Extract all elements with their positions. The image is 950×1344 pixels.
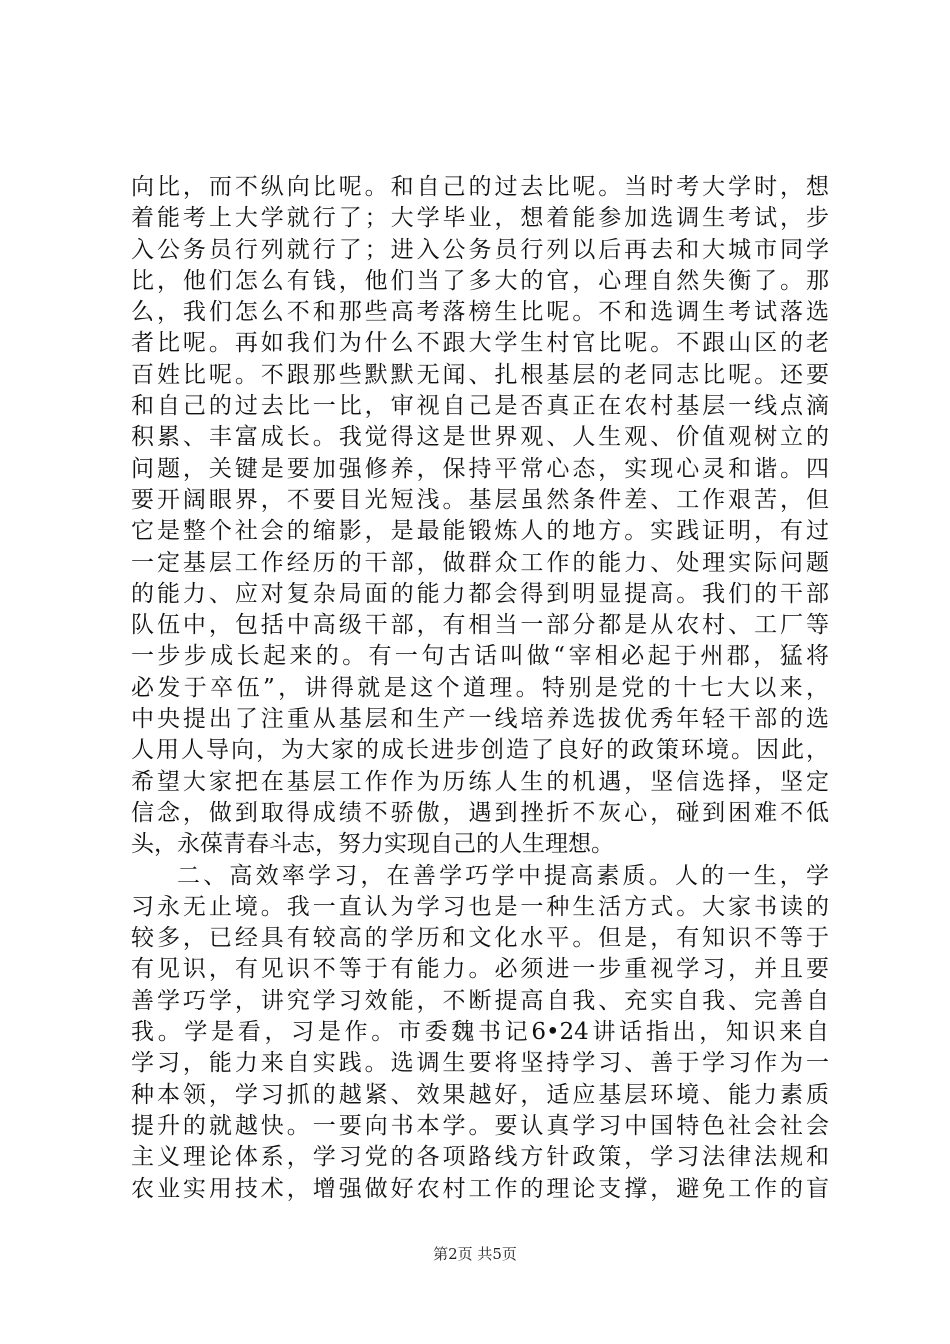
text-line: 者比呢。再如我们为什么不跟大学生村官比呢。不跟山区的老 — [131, 330, 829, 357]
paragraph — [131, 172, 829, 861]
text-line: 人用人导向，为大家的成长进步创造了良好的政策环境。因此， — [131, 737, 829, 764]
text-line: 主义理论体系，学习党的各项路线方针政策，学习法律法规和 — [131, 1144, 829, 1171]
text-line: 种本领，学习抓的越紧、效果越好，适应基层环境、能力素质 — [131, 1081, 829, 1108]
text-line: 一步步成长起来的。有一句古话叫做“宰相必起于州郡，猛将 — [131, 643, 829, 670]
text-line: 头，永葆青春斗志，努力实现自己的人生理想。 — [131, 831, 614, 858]
text-line: 比，他们怎么有钱，他们当了多大的官，心理自然失衡了。那 — [131, 267, 829, 294]
text-line: 么，我们怎么不和那些高考落榜生比呢。不和选调生考试落选 — [131, 299, 829, 326]
text-line: 较多，已经具有较高的学历和文化水平。但是，有知识不等于 — [131, 925, 829, 952]
text-line: 的能力、应对复杂局面的能力都会得到明显提高。我们的干部 — [131, 580, 829, 607]
text-line: 必发于卒伍”，讲得就是这个道理。特别是党的十七大以来， — [131, 674, 829, 701]
text-line: 一定基层工作经历的干部，做群众工作的能力、处理实际问题 — [131, 549, 829, 576]
text-line: 问题，关键是要加强修养，保持平常心态，实现心灵和谐。四 — [131, 455, 829, 482]
text-line: 中央提出了注重从基层和生产一线培养选拔优秀年轻干部的选 — [131, 706, 829, 733]
paragraph — [131, 861, 829, 1205]
text-line: 百姓比呢。不跟那些默默无闻、扎根基层的老同志比呢。还要 — [131, 361, 829, 388]
text-line: 农业实用技术，增强做好农村工作的理论支撑，避免工作的盲 — [131, 1175, 829, 1202]
text-line: 希望大家把在基层工作作为历练人生的机遇，坚信选择，坚定 — [131, 768, 829, 795]
text-line: 队伍中，包括中高级干部，有相当一部分都是从农村、工厂等 — [131, 612, 829, 639]
text-line: 善学巧学，讲究学习效能，不断提高自我、充实自我、完善自 — [131, 987, 829, 1014]
text-line: 向比，而不纵向比呢。和自己的过去比呢。当时考大学时，想 — [131, 174, 829, 200]
text-line: 习永无止境。我一直认为学习也是一种生活方式。大家书读的 — [131, 893, 829, 920]
document-body — [131, 172, 829, 1205]
text-line: 信念，做到取得成绩不骄傲，遇到挫折不灰心，碰到困难不低 — [131, 799, 829, 826]
text-line: 二、高效率学习，在善学巧学中提高素质。人的一生，学 — [177, 862, 829, 889]
text-line: 和自己的过去比一比，审视自己是否真正在农村基层一线点滴 — [131, 393, 829, 420]
text-line: 积累、丰富成长。我觉得这是世界观、人生观、价值观树立的 — [131, 424, 829, 451]
page-footer: 第2页 共5页 — [433, 1245, 517, 1263]
text-line: 我。学是看，习是作。市委魏书记6•24讲话指出，知识来自 — [131, 1019, 829, 1046]
text-line: 着能考上大学就行了；大学毕业，想着能参加选调生考试，步 — [131, 205, 829, 232]
text-line: 有见识，有见识不等于有能力。必须进一步重视学习，并且要 — [131, 956, 829, 983]
text-line: 它是整个社会的缩影，是最能锻炼人的地方。实践证明，有过 — [131, 518, 829, 545]
text-line: 要开阔眼界，不要目光短浅。基层虽然条件差、工作艰苦，但 — [131, 486, 829, 513]
text-line: 入公务员行列就行了；进入公务员行列以后再去和大城市同学 — [131, 236, 829, 263]
text-line: 提升的就越快。一要向书本学。要认真学习中国特色社会社会 — [131, 1112, 829, 1139]
text-line: 学习，能力来自实践。选调生要将坚持学习、善于学习作为一 — [131, 1050, 829, 1077]
